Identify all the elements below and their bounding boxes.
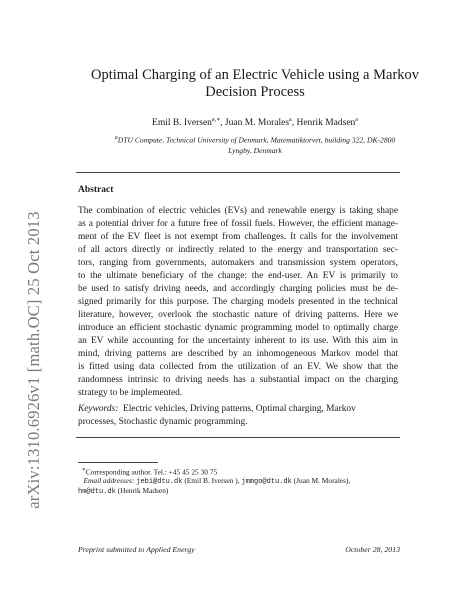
author-1: Emil B. Iversen bbox=[152, 118, 212, 129]
footnote-corresponding-text: Corresponding author. Tel.: +45 45 25 30 75 bbox=[85, 467, 218, 477]
abstract-line: mind, driving patterns are described by an inhomogeneous Markov model that bbox=[78, 349, 398, 359]
abstract-line: signed primarily for this purpose. The charging models presented in the technical bbox=[78, 297, 398, 307]
keywords-line-2: processes, Stochastic dynamic programming. bbox=[78, 417, 248, 427]
abstract-line: tors, ranging from governments, automakers and transmission system operators, bbox=[78, 258, 398, 268]
footnote-mark: ∗ bbox=[81, 467, 86, 473]
email-link-2[interactable]: jmmgo@dtu.dk bbox=[241, 478, 292, 486]
preprint-date: October 28, 2013 bbox=[345, 545, 400, 554]
footnote-emails-line-2 bbox=[78, 486, 408, 498]
author-list: Emil B. Iversen$^{a,∗}$, Juan M. Morales$^a$, Henrik Madsen$^a$ bbox=[152, 117, 358, 129]
paper-title-line-2: Decision Process bbox=[205, 84, 305, 100]
affiliation-line-2: Lyngby, Denmark bbox=[228, 145, 282, 155]
author-3: Henrik Madsen bbox=[296, 118, 356, 129]
abstract-line: randomness intrinsic to driving needs has a substantial impact on the charging bbox=[78, 375, 398, 385]
abstract-bottom-rule bbox=[76, 437, 400, 438]
author-2: Juan M. Morales bbox=[224, 118, 290, 129]
arxiv-identifier bbox=[24, 145, 44, 575]
email-link-1[interactable]: jebi@dtu.dk bbox=[136, 478, 183, 486]
abstract-line: to the ultimate beneficiary of the change: the end-user. An EV is primarily to bbox=[78, 271, 398, 281]
keywords-line-1 bbox=[78, 403, 398, 416]
abstract-line: of all actors directly or indirectly related to the energy and transportation sec- bbox=[78, 245, 398, 255]
abstract-line: be used to satisfy driving needs, and accordingly charging policies must be de- bbox=[78, 284, 398, 294]
arxiv-identifier-text: arXiv:1310.6926v1 [math.OC] 25 Oct 2013 bbox=[24, 211, 43, 509]
abstract-top-rule bbox=[76, 172, 400, 173]
abstract-line: an EV while accounting for the uncertainty inherent to its use. With this aim in bbox=[78, 336, 398, 346]
abstract-line: literature, however, overlook the stochastic nature of driving patterns. Here we bbox=[78, 310, 398, 320]
affiliation-line-1: DTU Compute, Technical University of Denmark, Matematiktorvet, building 322, DK-2800 bbox=[117, 135, 396, 145]
abstract-line: The combination of electric vehicles (EVs) and renewable energy is taking shape bbox=[78, 206, 398, 216]
keywords-text-1: Electric vehicles, Driving patterns, Optimal charging, Markov bbox=[122, 404, 356, 414]
email-link-3[interactable]: hm@dtu.dk bbox=[78, 488, 116, 496]
affiliation-sup: a bbox=[114, 135, 118, 141]
abstract-line: ment of the EV fleet is not exempt from challenges. It calls for the involvement bbox=[78, 232, 398, 242]
abstract-line: is fitted using data collected from the utilization of an EV. We show that the bbox=[78, 362, 398, 372]
email-label: Email addresses: bbox=[83, 476, 135, 485]
affiliation bbox=[90, 133, 420, 156]
abstract-line: introduce an efficient stochastic dynamic programming model to optimally charge bbox=[78, 323, 398, 333]
keywords-label: Keywords: bbox=[78, 404, 119, 414]
email-name-2: (Juan M. Morales), bbox=[293, 476, 351, 485]
email-name-1: (Emil B. Iversen ), bbox=[184, 476, 240, 485]
abstract-line: as a potential driver for a future free of fossil fuels. However, the efficient manage- bbox=[78, 219, 398, 229]
email-name-3: (Henrik Madsen) bbox=[117, 486, 169, 495]
author-2-sup: a bbox=[289, 117, 292, 123]
preprint-note: Preprint submitted to Applied Energy bbox=[78, 545, 195, 554]
author-1-sup: a,∗ bbox=[211, 117, 221, 123]
abstract-line: strategy to be implemented. bbox=[78, 388, 183, 398]
footnote-rule bbox=[78, 462, 158, 463]
abstract-heading: Abstract bbox=[78, 185, 114, 195]
author-3-sup: a bbox=[355, 117, 358, 123]
paper-title-line-1: Optimal Charging of an Electric Vehicle using a Markov bbox=[90, 67, 420, 83]
